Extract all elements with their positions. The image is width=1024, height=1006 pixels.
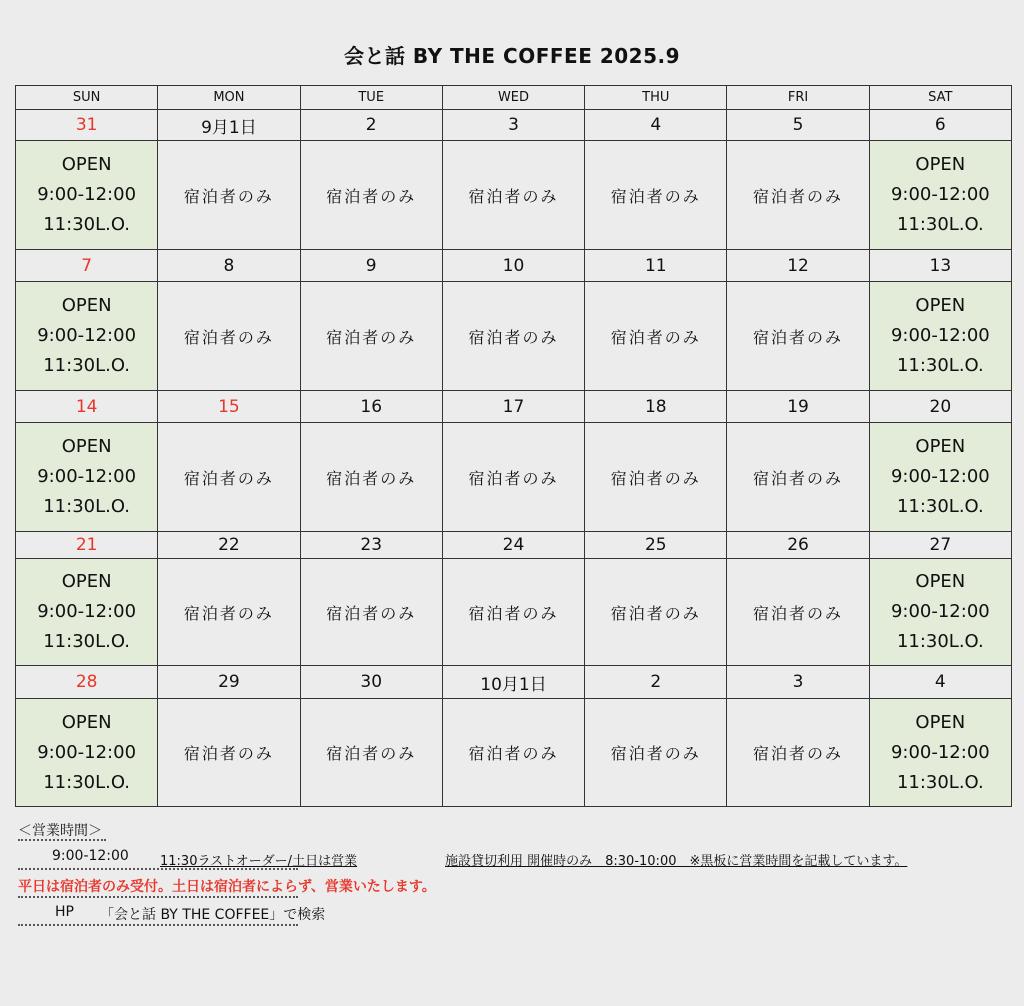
guest-only-cell: 宿泊者のみ [300,282,442,391]
hours-heading: ＜営業時間＞ [18,823,106,841]
guest-only-cell: 宿泊者のみ [585,282,727,391]
open-line3: 11:30L.O. [896,214,984,235]
open-line3: 11:30L.O. [43,771,131,793]
open-hours-cell [16,699,158,807]
guest-only-cell: 宿泊者のみ [300,141,442,250]
open-line1: OPEN [915,571,966,592]
date-cell: 14 [16,391,158,423]
date-row [16,391,1012,423]
open-line1: OPEN [61,436,112,457]
date-cell: 31 [16,110,158,141]
status-row [16,699,1012,807]
date-cell: 20 [869,391,1011,423]
guest-only-cell: 宿泊者のみ [158,423,300,532]
guest-only-cell: 宿泊者のみ [727,559,869,666]
date-cell: 11 [585,250,727,282]
hours-note: 11:30ラストオーダー/土日は営業 [160,854,358,869]
open-hours-cell [869,282,1011,391]
weekday-tue: TUE [300,86,442,110]
weekday-fri: FRI [727,86,869,110]
open-line2: 9:00-12:00 [890,466,990,487]
open-line3: 11:30L.O. [896,771,984,793]
date-cell: 9月1日 [158,110,300,141]
facility-note: 施設貸切利用 開催時のみ 8:30-10:00 ※黒板に営業時間を記載しています。 [445,854,908,869]
open-line2: 9:00-12:00 [890,601,990,622]
page-title: 会と話 BY THE COFFEE 2025.9 [343,44,681,68]
open-line3: 11:30L.O. [43,496,131,517]
open-line3: 11:30L.O. [43,631,131,652]
date-cell: 6 [869,110,1011,141]
open-line1: OPEN [61,711,112,733]
guest-only-cell: 宿泊者のみ [585,141,727,250]
date-row [16,110,1012,141]
date-cell: 28 [16,666,158,699]
guest-only-cell: 宿泊者のみ [158,282,300,391]
date-row [16,532,1012,559]
date-cell: 3 [727,666,869,699]
guest-only-cell: 宿泊者のみ [158,141,300,250]
open-line2: 9:00-12:00 [37,325,137,346]
date-cell: 2 [585,666,727,699]
open-hours-cell [16,559,158,666]
open-line1: OPEN [915,154,966,175]
status-row [16,559,1012,666]
open-line2: 9:00-12:00 [890,741,990,763]
date-cell: 4 [585,110,727,141]
open-line2: 9:00-12:00 [37,466,137,487]
date-cell: 5 [727,110,869,141]
date-cell: 26 [727,532,869,559]
date-row [16,666,1012,699]
guest-only-cell: 宿泊者のみ [442,423,584,532]
open-hours-cell [869,559,1011,666]
weekday-sun: SUN [16,86,158,110]
date-cell: 16 [300,391,442,423]
weekday-wed: WED [442,86,584,110]
date-cell: 25 [585,532,727,559]
guest-only-cell: 宿泊者のみ [442,559,584,666]
open-line2: 9:00-12:00 [37,741,137,763]
open-line1: OPEN [915,436,966,457]
guest-only-cell: 宿泊者のみ [585,423,727,532]
date-cell: 27 [869,532,1011,559]
date-cell: 10 [442,250,584,282]
guest-only-cell: 宿泊者のみ [158,699,300,807]
hours-text: 9:00-12:00 [52,848,129,864]
open-hours-cell [869,423,1011,532]
status-row [16,423,1012,532]
weekday-header-row [16,86,1012,110]
notice-text: 平日は宿泊者のみ受付。土日は宿泊者によらず、営業いたします。 [18,879,436,895]
open-hours-cell [16,141,158,250]
open-line2: 9:00-12:00 [890,184,990,205]
open-line3: 11:30L.O. [43,355,131,376]
date-cell: 22 [158,532,300,559]
guest-only-cell: 宿泊者のみ [442,282,584,391]
status-row [16,141,1012,250]
date-cell: 8 [158,250,300,282]
date-cell: 4 [869,666,1011,699]
open-line3: 11:30L.O. [896,631,984,652]
open-line1: OPEN [915,711,966,733]
date-cell: 17 [442,391,584,423]
open-line2: 9:00-12:00 [37,601,137,622]
date-cell: 18 [585,391,727,423]
guest-only-cell: 宿泊者のみ [158,559,300,666]
date-cell: 29 [158,666,300,699]
open-line1: OPEN [61,154,112,175]
date-cell: 2 [300,110,442,141]
date-cell: 24 [442,532,584,559]
date-cell: 9 [300,250,442,282]
guest-only-cell: 宿泊者のみ [727,282,869,391]
weekday-thu: THU [585,86,727,110]
guest-only-cell: 宿泊者のみ [727,141,869,250]
open-line3: 11:30L.O. [43,214,131,235]
date-cell: 23 [300,532,442,559]
date-cell: 7 [16,250,158,282]
open-line1: OPEN [61,571,112,592]
open-line3: 11:30L.O. [896,496,984,517]
open-hours-cell [16,423,158,532]
guest-only-cell: 宿泊者のみ [727,423,869,532]
guest-only-cell: 宿泊者のみ [442,141,584,250]
weekday-mon: MON [158,86,300,110]
date-cell: 10月1日 [442,666,584,699]
open-line1: OPEN [61,295,112,316]
open-hours-cell [869,699,1011,807]
date-cell: 15 [158,391,300,423]
hp-label: HP [55,904,74,920]
guest-only-cell: 宿泊者のみ [442,699,584,807]
guest-only-cell: 宿泊者のみ [727,699,869,807]
open-line2: 9:00-12:00 [37,184,137,205]
open-line1: OPEN [915,295,966,316]
guest-only-cell: 宿泊者のみ [300,423,442,532]
date-cell: 12 [727,250,869,282]
date-cell: 19 [727,391,869,423]
date-cell: 13 [869,250,1011,282]
open-hours-cell [16,282,158,391]
date-cell: 21 [16,532,158,559]
guest-only-cell: 宿泊者のみ [585,559,727,666]
hp-search-text: 「会と話 BY THE COFFEE」で検索 [100,907,326,923]
status-row [16,282,1012,391]
date-cell: 30 [300,666,442,699]
date-row [16,250,1012,282]
open-line2: 9:00-12:00 [890,325,990,346]
calendar-table [15,85,1012,807]
open-hours-cell [869,141,1011,250]
guest-only-cell: 宿泊者のみ [585,699,727,807]
date-cell: 3 [442,110,584,141]
guest-only-cell: 宿泊者のみ [300,559,442,666]
weekday-sat: SAT [869,86,1011,110]
open-line3: 11:30L.O. [896,355,984,376]
guest-only-cell: 宿泊者のみ [300,699,442,807]
